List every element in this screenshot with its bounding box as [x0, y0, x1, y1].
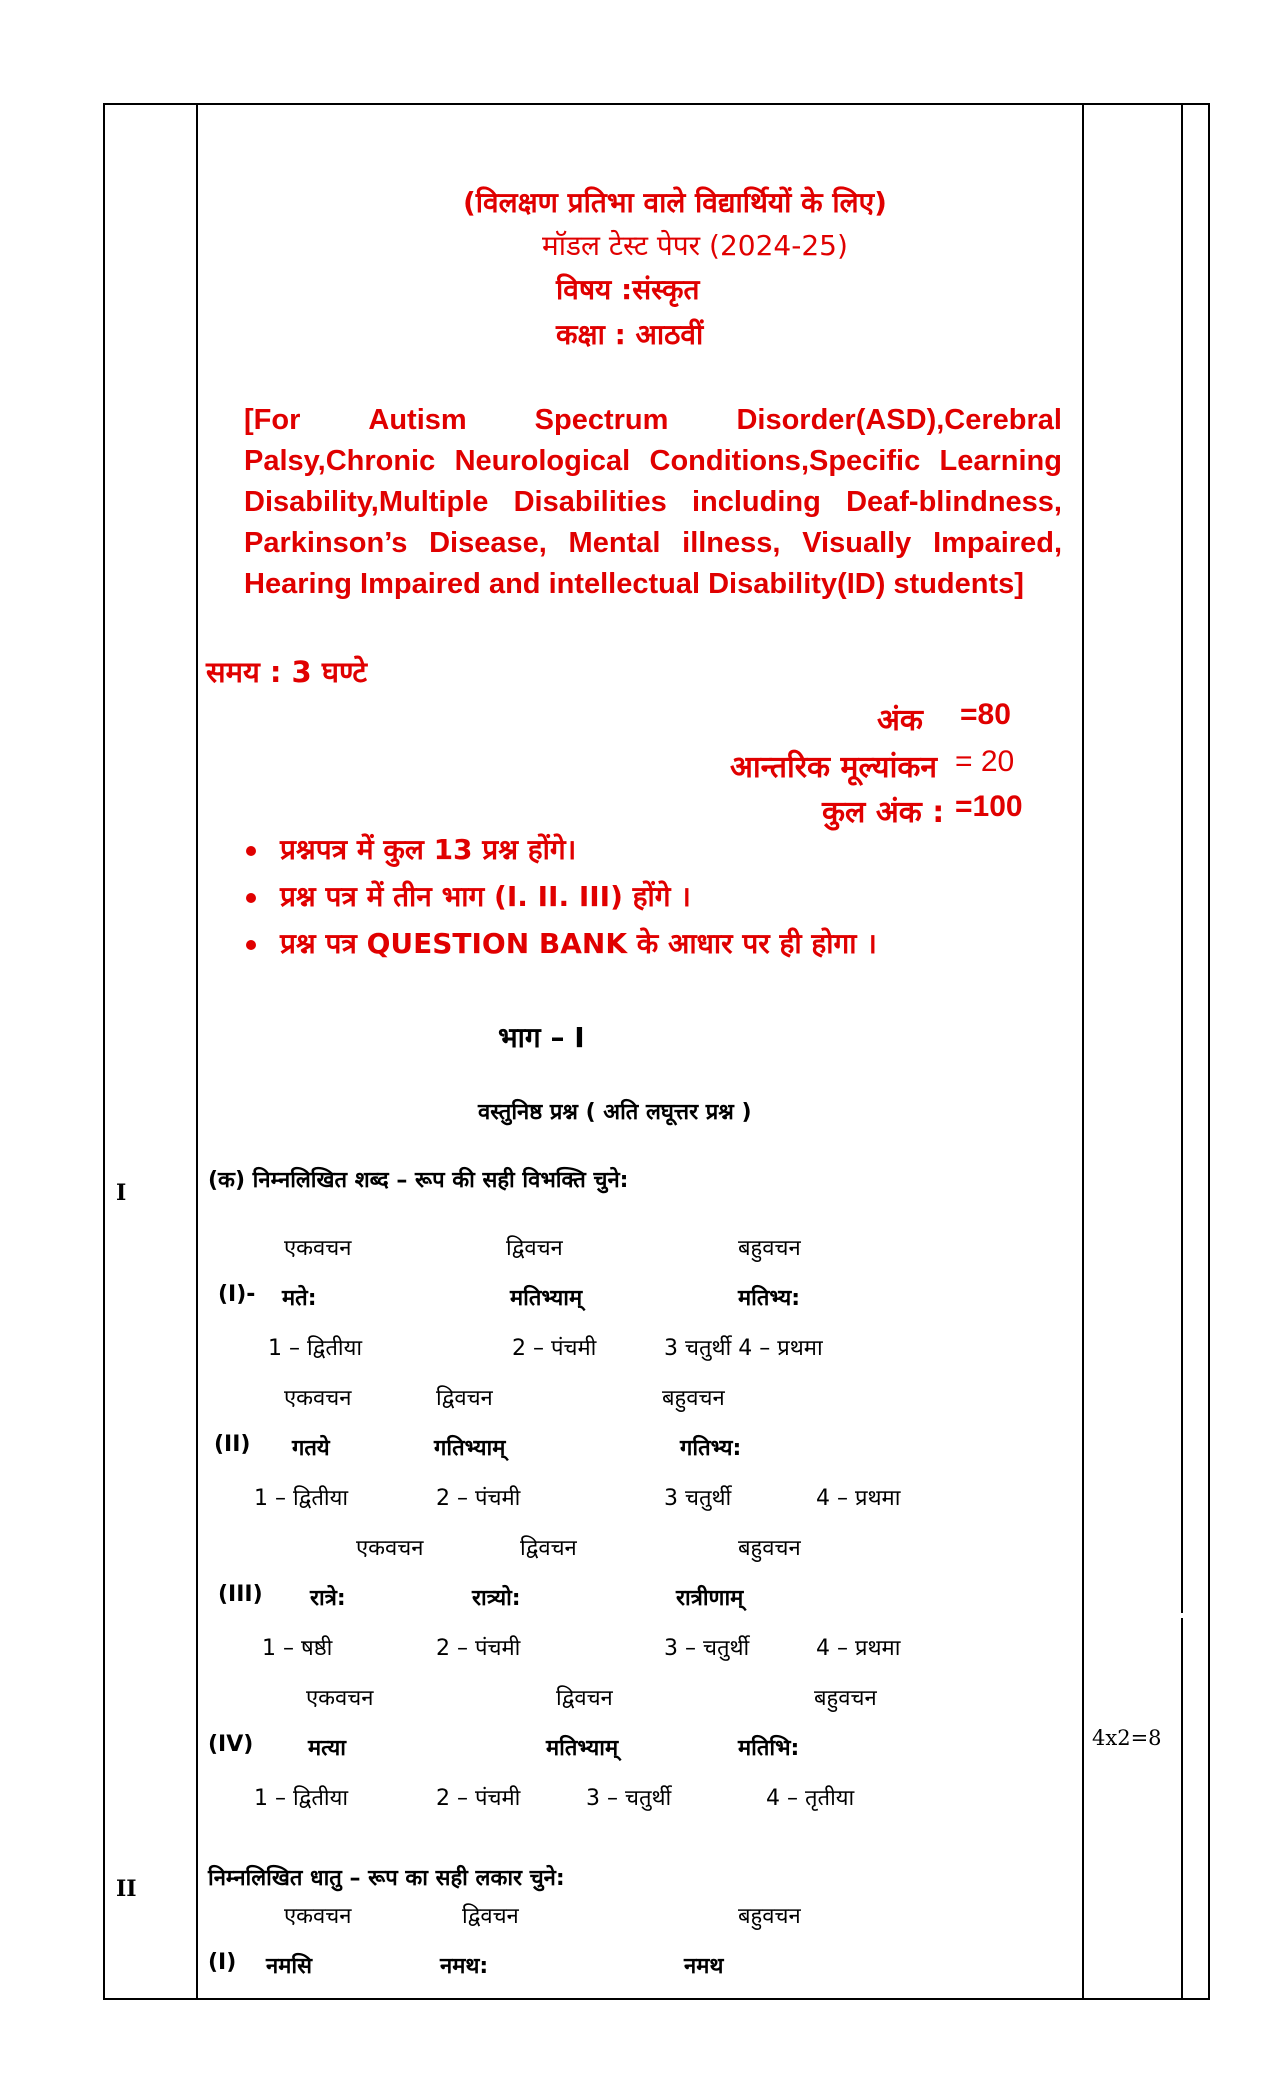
col-header-dvivachan: द्विवचन: [436, 1386, 493, 1411]
item-label: (IV): [208, 1732, 254, 1757]
option: 1 – द्वितीया: [254, 1786, 349, 1811]
col3-divider-lower: [1181, 1618, 1183, 2000]
option: 4 – प्रथमा: [816, 1636, 901, 1661]
word-form: रात्र्यो:: [472, 1586, 521, 1611]
header-line2: मॉडल टेस्ट पेपर (2024-25): [542, 229, 848, 262]
col-header-ekavachan: एकवचन: [356, 1536, 424, 1561]
audience-word: Spectrum: [534, 404, 669, 436]
option: 2 – पंचमी: [436, 1486, 521, 1511]
word-form: नमथ:: [440, 1954, 489, 1979]
word-form: नमथ: [684, 1954, 724, 1979]
frame-left-rule: [103, 103, 105, 2000]
total-marks-value: =80: [960, 698, 1011, 731]
question-number-2: II: [116, 1876, 137, 1902]
word-form: मतिभ्याम्: [510, 1286, 583, 1311]
col-header-dvivachan: द्विवचन: [520, 1536, 577, 1561]
question-1-marks: 4x2=8: [1092, 1726, 1162, 1750]
col1-divider: [196, 103, 198, 2000]
instruction-item: प्रश्न पत्र QUESTION BANK के आधार पर ही होगा ।: [244, 924, 877, 971]
item-label: (II): [214, 1432, 251, 1457]
subject-title: विषय :संस्कृत: [556, 273, 700, 306]
audience-word: Disorder(ASD),Cerebral: [736, 404, 1062, 436]
item-label: (III): [218, 1582, 263, 1607]
internal-marks-value: = 20: [955, 745, 1015, 778]
frame-top-rule: [103, 103, 1210, 105]
col2-divider: [1082, 103, 1084, 2000]
overall-marks-label: कुल अंक :: [822, 795, 945, 830]
audience-word: [For: [244, 404, 301, 436]
col-header-ekavachan: एकवचन: [284, 1236, 352, 1261]
word-form: रात्रीणाम्: [676, 1586, 744, 1611]
instruction-item: प्रश्न पत्र में तीन भाग (I. II. III) होंगे ।: [244, 877, 877, 924]
audience-word: Autism: [368, 404, 467, 436]
col3-divider-upper: [1181, 103, 1183, 1613]
word-form: मतिभ्याम्: [546, 1736, 619, 1761]
col-header-dvivachan: द्विवचन: [556, 1686, 613, 1711]
col-header-dvivachan: द्विवचन: [506, 1236, 563, 1261]
word-form: गतिभ्याम्: [434, 1436, 506, 1461]
time-allowed: समय : 3 घण्टे: [206, 655, 368, 689]
option: 4 – प्रथमा: [816, 1486, 901, 1511]
option: 3 चतुर्थी: [664, 1486, 732, 1511]
instructions-list: [244, 830, 877, 971]
question-1-heading: (क) निम्नलिखित शब्द – रूप की सही विभक्ति चुने:: [208, 1168, 629, 1193]
col-header-ekavachan: एकवचन: [284, 1386, 352, 1411]
option: 2 – पंचमी: [436, 1786, 521, 1811]
col-header-bahuvachan: बहुवचन: [738, 1236, 801, 1261]
option: 3 – चतुर्थी: [586, 1786, 672, 1811]
option: 1 – द्वितीया: [254, 1486, 349, 1511]
section-title: भाग – I: [498, 1021, 585, 1054]
bullet-icon: [246, 940, 256, 950]
audience-paragraph: [244, 400, 1062, 605]
word-form: रात्रे:: [310, 1586, 346, 1611]
col-header-ekavachan: एकवचन: [306, 1686, 374, 1711]
overall-marks-value: =100: [955, 790, 1023, 823]
instruction-item: प्रश्नपत्र में कुल 13 प्रश्न होंगे।: [244, 830, 877, 877]
bullet-icon: [246, 893, 256, 903]
total-marks-label: अंक: [877, 703, 923, 738]
option: 3 चतुर्थी 4 – प्रथमा: [664, 1336, 823, 1361]
col-header-bahuvachan: बहुवचन: [814, 1686, 877, 1711]
word-form: नमसि: [266, 1954, 312, 1979]
col-header-dvivachan: द्विवचन: [462, 1904, 519, 1929]
col-header-bahuvachan: बहुवचन: [738, 1904, 801, 1929]
header-line1: (विलक्षण प्रतिभा वाले विद्यार्थियों के लिए): [463, 186, 887, 219]
word-form: गतिभ्य:: [680, 1436, 742, 1461]
option: 1 – षष्ठी: [262, 1636, 333, 1661]
class-title: कक्षा : आठवीं: [556, 318, 704, 351]
item-label: (I)-: [218, 1282, 256, 1307]
audience-text: Palsy,Chronic Neurological Conditions,Specific Learning Disability,Multiple Disabilities including Deaf-blindness, Parkinson’s Disease, Mental illness, Visually Impaired, Hearing Impaired and intellectual Disability(ID) students]: [244, 445, 1062, 600]
word-form: मतिभ्य:: [738, 1286, 801, 1311]
section-subtitle: वस्तुनिष्ठ प्रश्न ( अति लघूत्तर प्रश्न ): [478, 1100, 752, 1125]
col-header-bahuvachan: बहुवचन: [738, 1536, 801, 1561]
word-form: मत्या: [308, 1736, 346, 1761]
word-form: मतिभि:: [738, 1736, 800, 1761]
bullet-icon: [246, 846, 256, 856]
col-header-ekavachan: एकवचन: [284, 1904, 352, 1929]
col-header-bahuvachan: बहुवचन: [662, 1386, 725, 1411]
frame-right-rule: [1208, 103, 1210, 2000]
option: 3 – चतुर्थी: [664, 1636, 750, 1661]
option: 1 – द्वितीया: [268, 1336, 363, 1361]
question-number-1: I: [116, 1180, 127, 1206]
option: 2 – पंचमी: [512, 1336, 597, 1361]
internal-marks-label: आन्तरिक मूल्यांकन: [730, 750, 938, 785]
frame-bottom-rule: [103, 1998, 1210, 2000]
option: 2 – पंचमी: [436, 1636, 521, 1661]
item-label: (I): [208, 1950, 237, 1975]
word-form: गतये: [292, 1436, 330, 1461]
option: 4 – तृतीया: [766, 1786, 855, 1811]
word-form: मते:: [282, 1286, 317, 1311]
question-2-heading: निम्नलिखित धातु – रूप का सही लकार चुने:: [208, 1866, 565, 1891]
